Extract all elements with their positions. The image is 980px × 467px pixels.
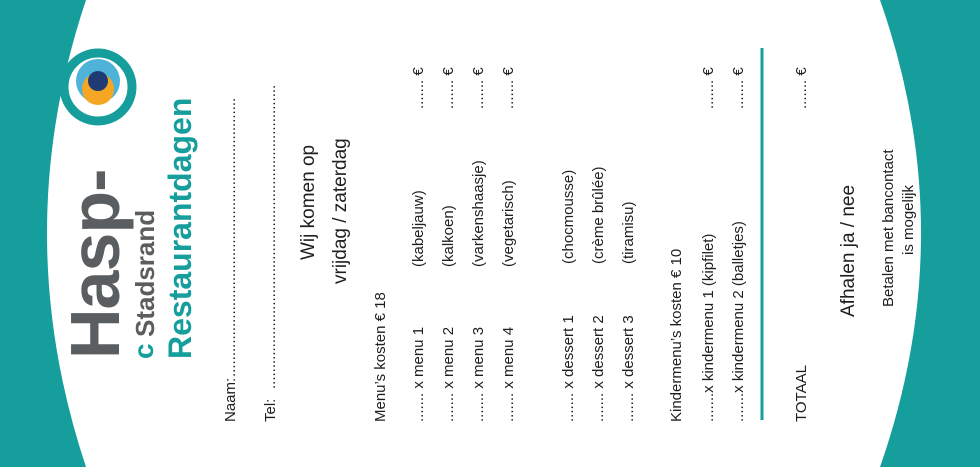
total-label: TOTAAL — [793, 365, 810, 422]
kids-1-amount[interactable]: ....... € — [700, 67, 717, 109]
tel-field[interactable]: ......................................................................... — [262, 84, 279, 389]
payment-line-2: is mogelijk — [900, 184, 917, 255]
dessert-1-qty[interactable]: ....... x dessert 1 — [560, 315, 577, 422]
menu-2-amount[interactable]: ....... € — [440, 67, 457, 109]
menus-heading: Menu’s kosten € 18 — [372, 292, 389, 422]
menu-3-name: (varkenshaasje) — [470, 160, 487, 267]
logo-circle-icon — [58, 47, 138, 127]
name-field[interactable]: ................................................................... — [222, 97, 239, 377]
menu-3-amount[interactable]: ....... € — [470, 67, 487, 109]
dessert-3-name: (tiramisu) — [620, 201, 637, 264]
dessert-2-qty[interactable]: ....... x dessert 2 — [590, 315, 607, 422]
logo-subtitle: Stadsrand — [130, 209, 160, 337]
kids-2-amount[interactable]: ....... € — [730, 67, 747, 109]
menu-2-qty[interactable]: ....... x menu 2 — [440, 326, 457, 422]
pickup-option: Afhalen ja / nee — [838, 184, 859, 317]
visit-line-2: vrijdag / zaterdag — [330, 138, 351, 284]
menu-1-name: (kabeljauw) — [410, 190, 427, 267]
dessert-2-name: (crème brûlée) — [590, 166, 607, 264]
menu-4-amount[interactable]: ....... € — [500, 67, 517, 109]
kids-heading: Kindermenu’s kosten € 10 — [668, 248, 685, 422]
menu-1-qty[interactable]: ....... x menu 1 — [410, 326, 427, 422]
visit-line-1: Wij komen op — [298, 144, 319, 260]
dessert-1-name: (chocmousse) — [560, 169, 577, 264]
logo-text: Hasp- — [56, 169, 134, 359]
kids-2-qty[interactable]: .......x kindermenu 2 (balletjes) — [730, 221, 747, 422]
tel-label: Tel: — [262, 398, 279, 422]
event-title: Restaurantdagen — [162, 97, 198, 359]
dessert-3-qty[interactable]: ....... x dessert 3 — [620, 315, 637, 422]
name-label: Naam: — [222, 377, 239, 422]
payment-line-1: Betalen met bancontact — [880, 149, 897, 307]
menu-3-qty[interactable]: ....... x menu 3 — [470, 326, 487, 422]
kids-1-qty[interactable]: .......x kindermenu 1 (kipfilet) — [700, 233, 717, 422]
stadsrand-c-icon: c — [128, 343, 159, 359]
menu-4-name: (vegetarisch) — [500, 180, 517, 267]
menu-1-amount[interactable]: ....... € — [410, 67, 427, 109]
total-amount[interactable]: ....... € — [793, 67, 810, 109]
menu-2-name: (kalkoen) — [440, 205, 457, 267]
menu-4-qty[interactable]: ....... x menu 4 — [500, 326, 517, 422]
